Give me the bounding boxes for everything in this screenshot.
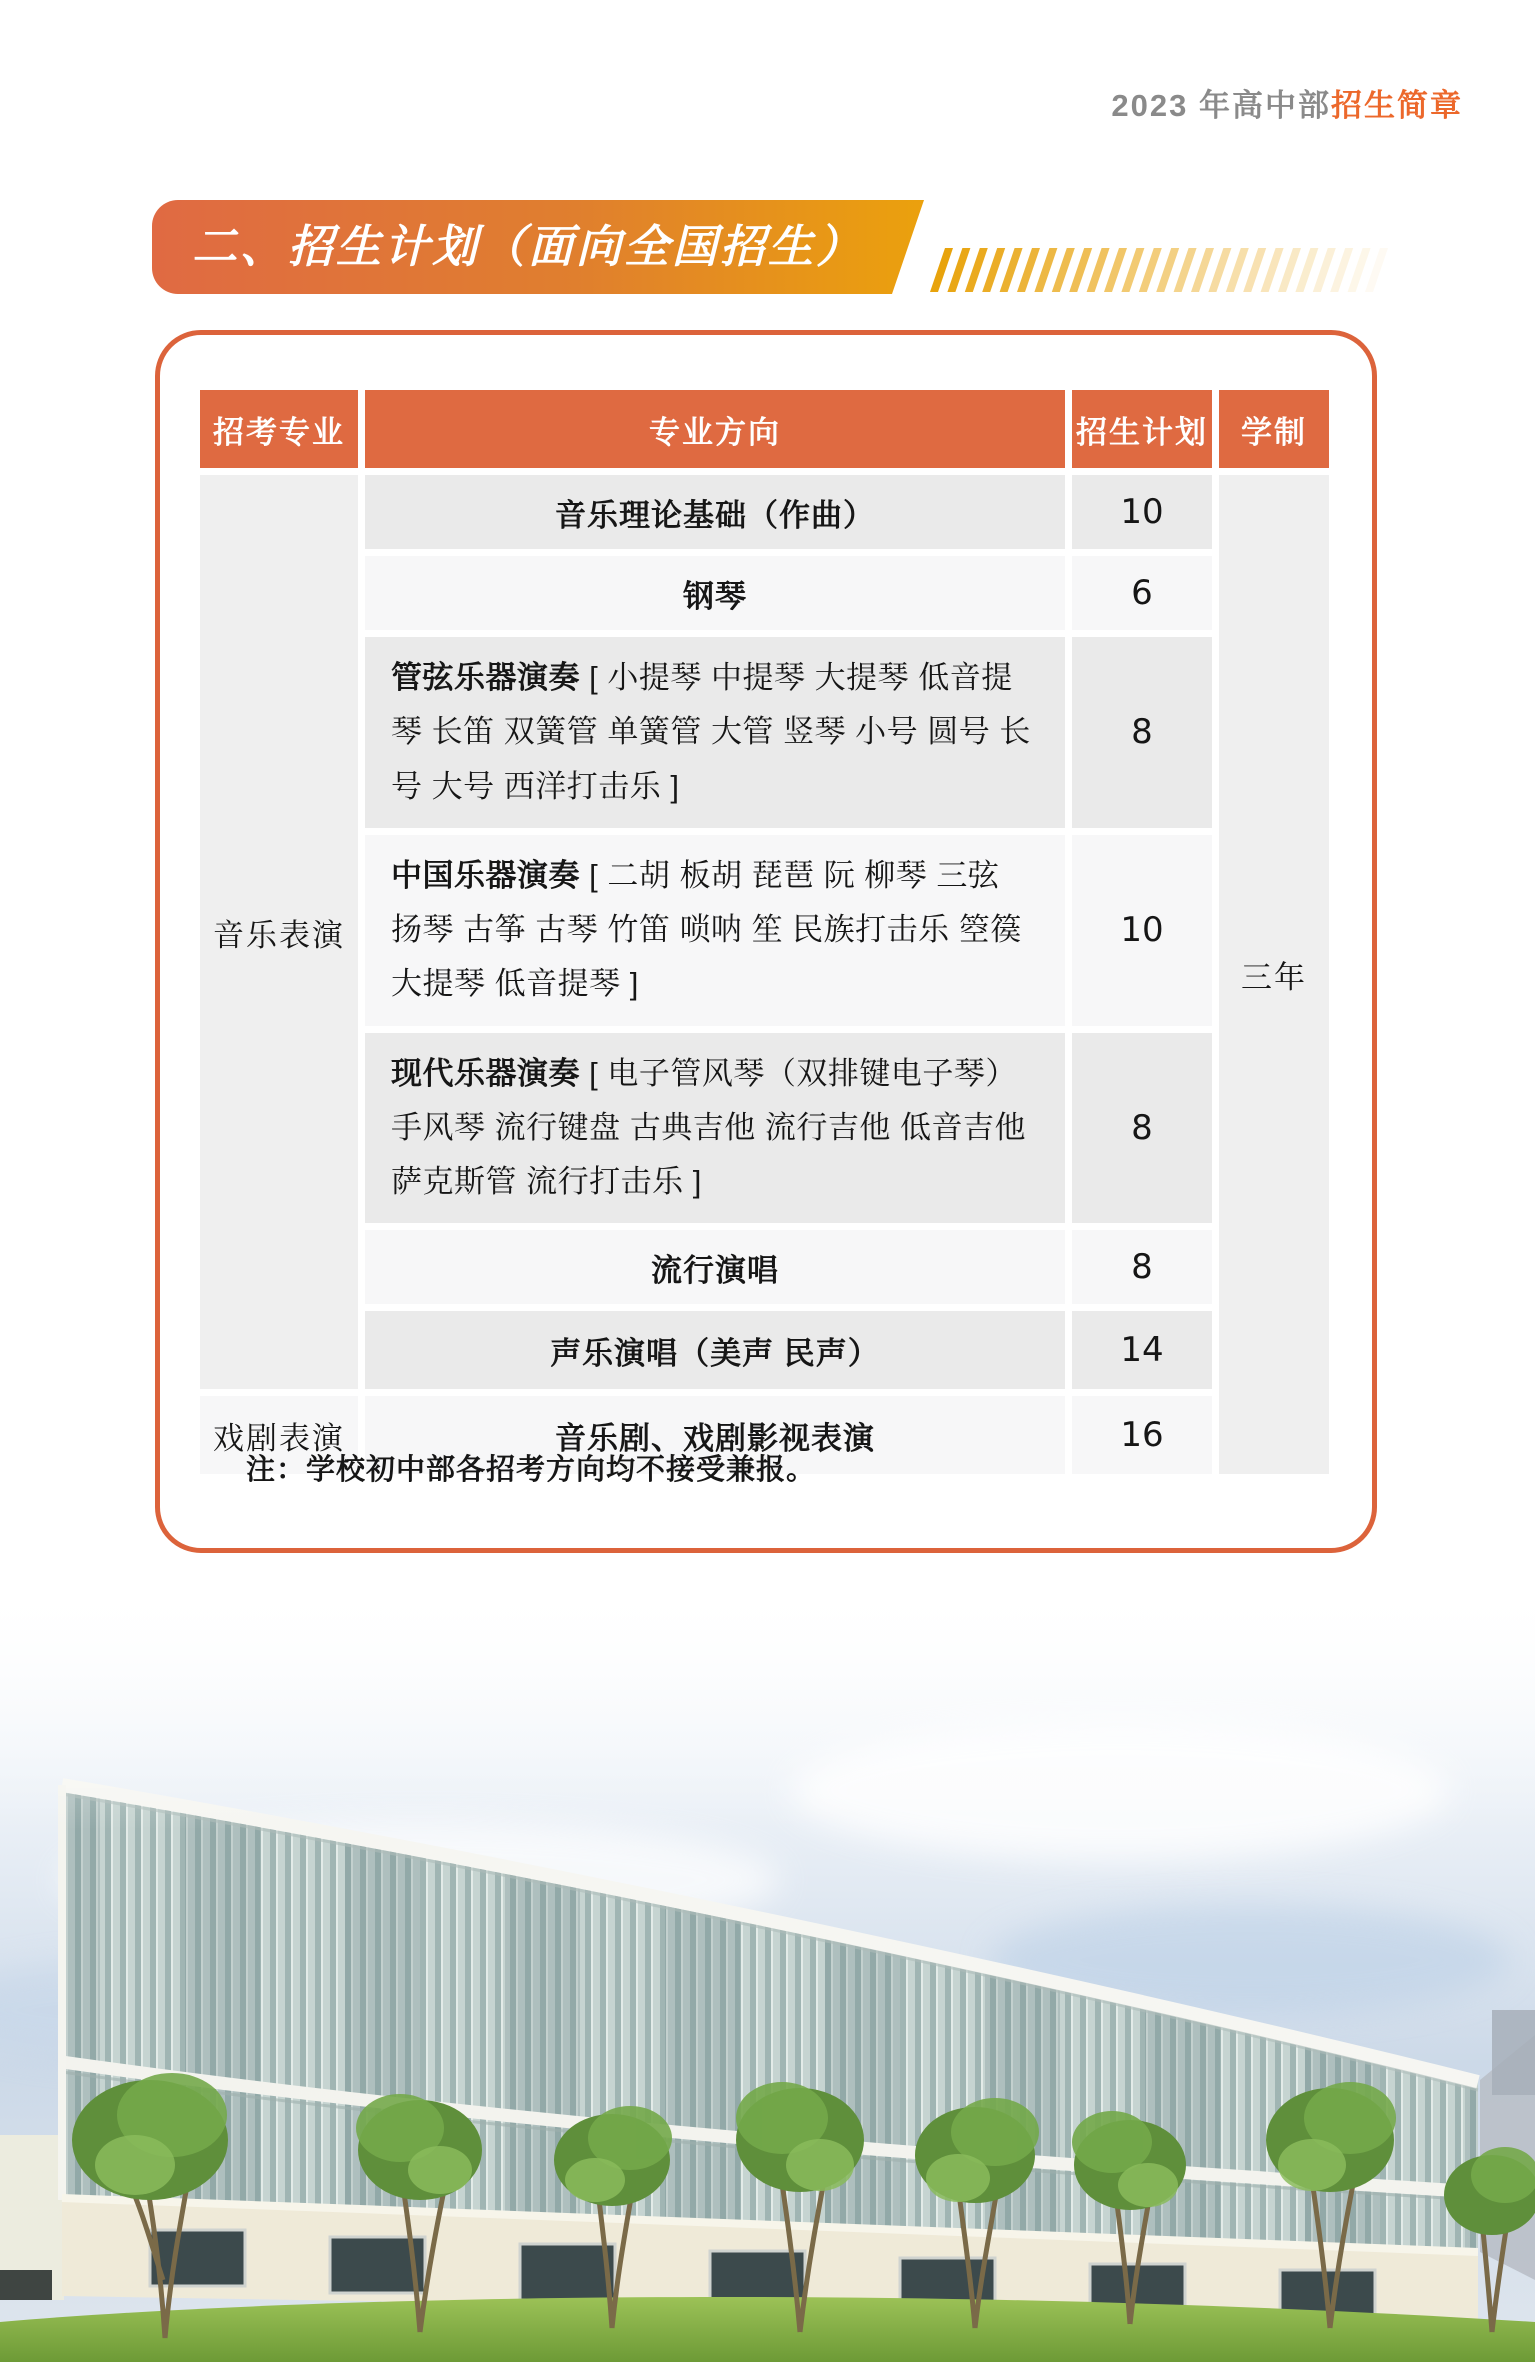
direction-detail: [ 电子管风琴（双排键电子琴） 手风琴 流行键盘 古典吉他 流行吉他 低音吉他 萨克斯管 流行打击乐 ] <box>391 1055 1026 1199</box>
plan-count: 8 <box>1072 1033 1212 1224</box>
table-row <box>200 1311 1329 1389</box>
direction-music-theory: 音乐理论基础（作曲） <box>365 475 1065 549</box>
major-drama-performance: 戏剧表演 <box>200 1396 358 1474</box>
table-header-row <box>200 390 1329 468</box>
section-banner <box>152 200 1392 294</box>
table-row <box>200 556 1329 630</box>
table-row <box>200 637 1329 828</box>
running-head-year: 2023 年高中部 <box>1111 88 1331 123</box>
direction-modern-instruments <box>365 1033 1065 1224</box>
direction-detail: [ 二胡 板胡 琵琶 阮 柳琴 三弦 扬琴 古筝 古琴 竹笛 唢呐 笙 民族打击乐 箜篌 大提琴 低音提琴 ] <box>391 857 1022 1002</box>
table-row <box>200 1230 1329 1304</box>
direction-name: 现代乐器演奏 <box>391 1055 580 1091</box>
campus-photo <box>0 1580 1535 2362</box>
plan-count: 8 <box>1072 1230 1212 1304</box>
section-title: 二、招生计划（面向全国招生） <box>192 221 865 272</box>
table-row <box>200 1033 1329 1224</box>
running-head-brand: 招生简章 <box>1331 88 1463 123</box>
direction-orchestral-instruments <box>365 637 1065 828</box>
photo-top-fade <box>0 1580 1535 1830</box>
banner-diagonal-stripes <box>930 248 1388 292</box>
col-header-duration: 学制 <box>1219 390 1329 468</box>
admission-plan-table <box>193 383 1336 1481</box>
plan-count: 8 <box>1072 637 1212 828</box>
running-head <box>1111 80 1463 125</box>
major-music-performance: 音乐表演 <box>200 475 358 1389</box>
direction-vocal-singing: 声乐演唱（美声 民声） <box>365 1311 1065 1389</box>
direction-detail: [ 小提琴 中提琴 大提琴 低音提琴 长笛 双簧管 单簧管 大管 竖琴 小号 圆号 长号 大号 西洋打击乐 ] <box>391 660 1031 804</box>
direction-musical-drama: 音乐剧、戏剧影视表演 <box>365 1396 1065 1474</box>
building-left-edge <box>58 1785 66 2200</box>
distant-building-top <box>1492 2010 1535 2095</box>
direction-name: 中国乐器演奏 <box>391 857 580 893</box>
table-row <box>200 475 1329 549</box>
plan-count: 16 <box>1072 1396 1212 1474</box>
table-row <box>200 835 1329 1026</box>
admission-plan-panel <box>155 330 1377 1553</box>
direction-piano: 钢琴 <box>365 556 1065 630</box>
direction-pop-singing: 流行演唱 <box>365 1230 1065 1304</box>
col-header-plan: 招生计划 <box>1072 390 1212 468</box>
col-header-direction: 专业方向 <box>365 390 1065 468</box>
plan-count: 14 <box>1072 1311 1212 1389</box>
direction-chinese-instruments <box>365 835 1065 1026</box>
direction-name: 管弦乐器演奏 <box>391 660 580 695</box>
left-wing-window <box>0 2270 52 2300</box>
plan-count: 6 <box>1072 556 1212 630</box>
table-note: 注：学校初中部各招考方向均不接受兼报。 <box>246 1454 817 1486</box>
col-header-major: 招考专业 <box>200 390 358 468</box>
duration-three-years: 三年 <box>1219 475 1329 1474</box>
plan-count: 10 <box>1072 835 1212 1026</box>
plan-count: 10 <box>1072 475 1212 549</box>
